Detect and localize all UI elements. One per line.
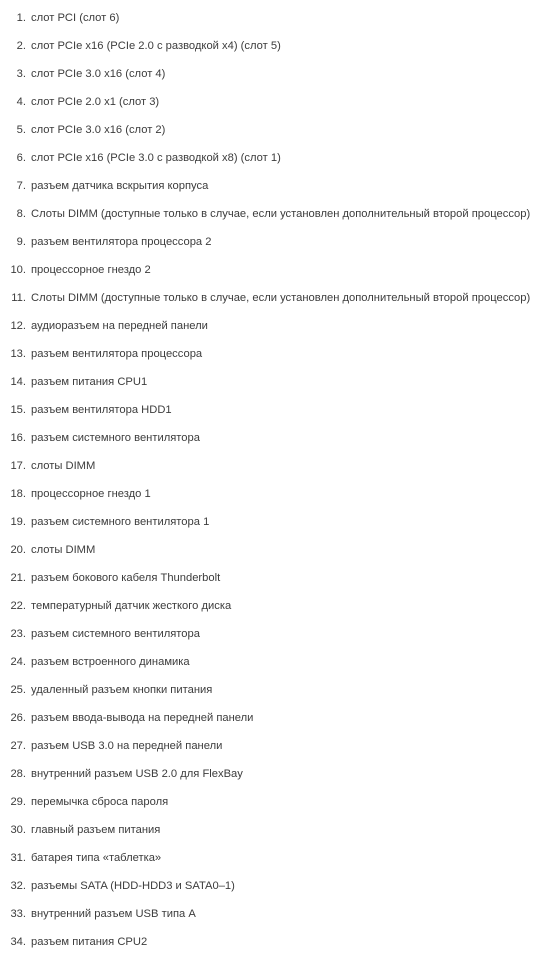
item-number: 34. <box>10 936 26 948</box>
item-number: 9. <box>16 236 26 248</box>
item-text: разъем системного вентилятора <box>31 432 200 444</box>
item-number: 19. <box>10 516 26 528</box>
list-item <box>0 424 559 452</box>
list-item <box>0 732 559 760</box>
item-number: 6. <box>16 152 26 164</box>
item-number: 15. <box>10 404 26 416</box>
list-item <box>0 228 559 256</box>
list-item <box>0 312 559 340</box>
item-text: батарея типа «таблетка» <box>31 852 162 864</box>
item-number: 11. <box>11 292 26 304</box>
item-text: разъемы SATA (HDD-HDD3 и SATA0–1) <box>31 880 235 892</box>
item-text: удаленный разъем кнопки питания <box>31 684 213 696</box>
list-item <box>0 368 559 396</box>
list-item <box>0 480 559 508</box>
list-item <box>0 284 559 312</box>
item-text: разъем вентилятора процессора <box>31 348 203 360</box>
item-number: 17. <box>10 460 26 472</box>
item-text: разъем питания CPU1 <box>31 376 148 388</box>
item-text: слот PCI (слот 6) <box>31 12 120 24</box>
list-item <box>0 564 559 592</box>
item-number: 21. <box>10 572 26 584</box>
item-number: 10. <box>10 264 26 276</box>
item-number: 29. <box>10 796 26 808</box>
item-text: разъем системного вентилятора 1 <box>31 516 210 528</box>
list-item <box>0 396 559 424</box>
list-item <box>0 172 559 200</box>
item-text: процессорное гнездо 2 <box>31 264 151 276</box>
item-text: слот PCIe 3.0 x16 (слот 2) <box>31 124 166 136</box>
list-item <box>0 760 559 788</box>
item-text: разъем питания CPU2 <box>31 936 148 948</box>
list-item <box>0 200 559 228</box>
list-item <box>0 256 559 284</box>
item-text: разъем датчика вскрытия корпуса <box>31 180 209 192</box>
list-item <box>0 676 559 704</box>
item-text: разъем бокового кабеля Thunderbolt <box>31 572 221 584</box>
list-item <box>0 788 559 816</box>
item-number: 16. <box>10 432 26 444</box>
list-item <box>0 88 559 116</box>
item-number: 2. <box>16 40 26 52</box>
item-text: разъем ввода-вывода на передней панели <box>31 712 254 724</box>
item-number: 25. <box>10 684 26 696</box>
item-number: 14. <box>10 376 26 388</box>
list-item <box>0 536 559 564</box>
item-text: слоты DIMM <box>31 544 96 556</box>
item-number: 20. <box>10 544 26 556</box>
list-item <box>0 844 559 872</box>
item-text: разъем системного вентилятора <box>31 628 200 640</box>
item-text: разъем USB 3.0 на передней панели <box>31 740 223 752</box>
item-text: слот PCIe 3.0 x16 (слот 4) <box>31 68 166 80</box>
list-item <box>0 620 559 648</box>
list-item <box>0 648 559 676</box>
item-number: 13. <box>10 348 26 360</box>
list-item <box>0 452 559 480</box>
item-text: слот PCIe x16 (PCIe 2.0 с разводкой x4) (слот 5) <box>31 40 281 52</box>
item-number: 27. <box>10 740 26 752</box>
item-text: аудиоразъем на передней панели <box>31 320 208 332</box>
list-item <box>0 116 559 144</box>
list-item <box>0 32 559 60</box>
item-text: главный разъем питания <box>31 824 161 836</box>
item-number: 30. <box>10 824 26 836</box>
item-text: разъем встроенного динамика <box>31 656 190 668</box>
item-number: 26. <box>10 712 26 724</box>
list-item <box>0 928 559 956</box>
item-number: 32. <box>10 880 26 892</box>
item-text: внутренний разъем USB 2.0 для FlexBay <box>31 768 243 780</box>
item-number: 24. <box>10 656 26 668</box>
item-text: Слоты DIMM (доступные только в случае, если установлен дополнительный второй процессор) <box>31 208 531 220</box>
list-item <box>0 4 559 32</box>
item-number: 33. <box>10 908 26 920</box>
list-item <box>0 872 559 900</box>
item-text: слот PCIe 2.0 x1 (слот 3) <box>31 96 160 108</box>
component-list <box>0 4 559 956</box>
list-item <box>0 60 559 88</box>
list-item <box>0 340 559 368</box>
item-number: 18. <box>10 488 26 500</box>
list-item <box>0 704 559 732</box>
item-number: 23. <box>10 628 26 640</box>
list-item <box>0 508 559 536</box>
item-text: процессорное гнездо 1 <box>31 488 151 500</box>
list-item <box>0 900 559 928</box>
list-item <box>0 592 559 620</box>
item-number: 12. <box>10 320 26 332</box>
item-number: 7. <box>16 180 26 192</box>
item-text: разъем вентилятора HDD1 <box>31 404 172 416</box>
item-number: 3. <box>16 68 26 80</box>
item-text: слот PCIe x16 (PCIe 3.0 с разводкой x8) (слот 1) <box>31 152 281 164</box>
list-item <box>0 144 559 172</box>
item-text: внутренний разъем USB типа A <box>31 908 196 920</box>
item-text: разъем вентилятора процессора 2 <box>31 236 212 248</box>
item-text: перемычка сброса пароля <box>31 796 169 808</box>
item-number: 22. <box>10 600 26 612</box>
item-number: 1. <box>16 12 26 24</box>
item-text: температурный датчик жесткого диска <box>31 600 232 612</box>
item-number: 4. <box>16 96 26 108</box>
item-text: слоты DIMM <box>31 460 96 472</box>
item-number: 5. <box>16 124 26 136</box>
list-item <box>0 816 559 844</box>
item-number: 28. <box>10 768 26 780</box>
item-number: 31. <box>10 852 26 864</box>
item-text: Слоты DIMM (доступные только в случае, если установлен дополнительный второй процессор) <box>31 292 531 304</box>
item-number: 8. <box>16 208 26 220</box>
